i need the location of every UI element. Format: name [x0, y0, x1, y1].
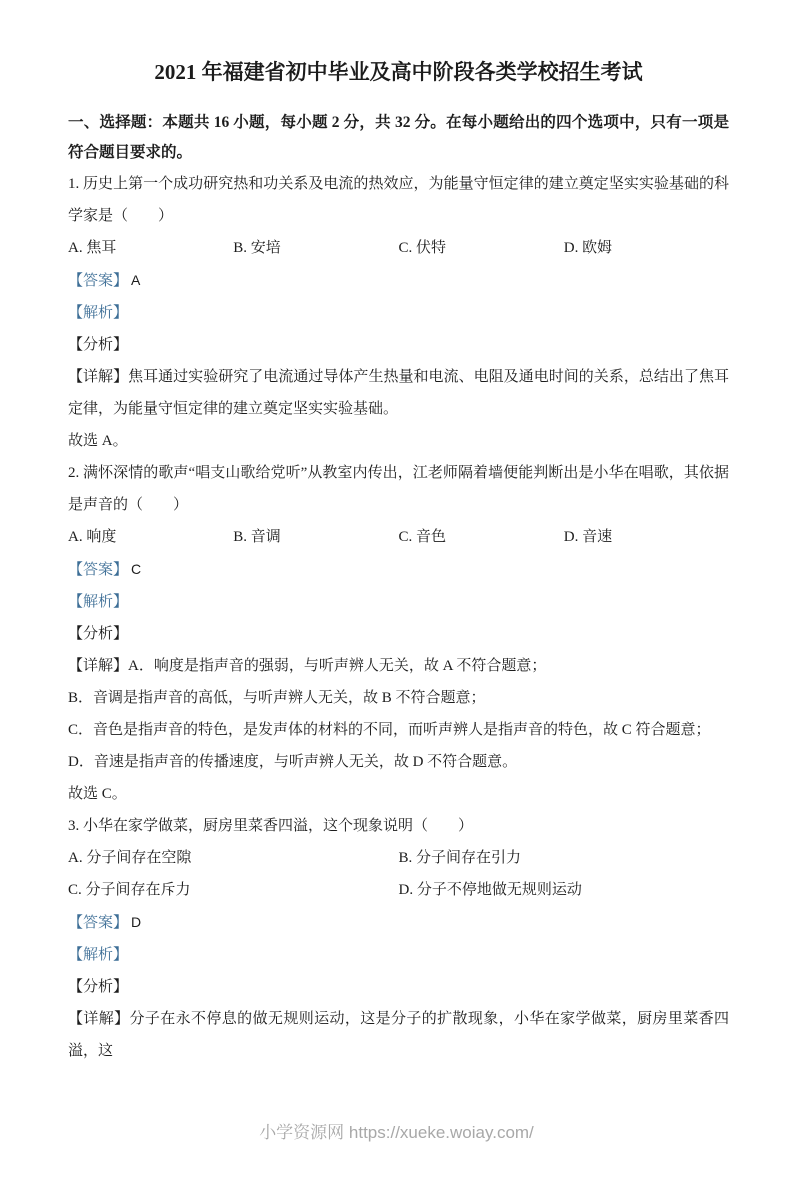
option-a: A. 焦耳 — [68, 240, 117, 256]
answer-label: 【答案】 — [68, 915, 129, 931]
answer-line — [68, 264, 729, 297]
question-stem: 1. 历史上第一个成功研究热和功关系及电流的热效应，为能量守恒定律的建立奠定坚实实验基础的科学家是（ ） — [68, 176, 729, 224]
section-instructions: 一、选择题：本题共 16 小题，每小题 2 分，共 32 分。在每小题给出的四个选项中，只有一项是符合题目要求的。 — [68, 114, 729, 161]
option-b: B. 分子间存在引力 — [398, 850, 522, 866]
detail-line: 【详解】焦耳通过实验研究了电流通过导体产生热量和电流、电阻及通电时间的关系，总结出了焦耳定律，为能量守恒定律的建立奠定坚实实验基础。 — [68, 369, 729, 417]
answer-value: A — [131, 272, 141, 288]
option-d: D. 音速 — [563, 529, 613, 545]
option-a: A. 分子间存在空隙 — [68, 850, 192, 866]
option-c: C. 音色 — [398, 529, 447, 545]
answer-line — [68, 553, 729, 586]
option-b: B. 音调 — [233, 529, 281, 545]
detail-line-a: 【详解】A．响度是指声音的强弱，与听声辨人无关，故 A 不符合题意； — [68, 658, 547, 674]
option-d: D. 分子不停地做无规则运动 — [398, 882, 582, 898]
fenxi-label: 【分析】 — [68, 337, 129, 353]
conclusion-line: 故选 C。 — [68, 786, 127, 802]
answer-label: 【答案】 — [68, 562, 129, 578]
question-stem: 2. 满怀深情的歌声“唱支山歌给党听”从教室内传出，江老师隔着墙便能判断出是小华在唱歌，其依据是声音的（ ） — [68, 465, 729, 513]
option-b: B. 安培 — [233, 240, 281, 256]
detail-line-c: C．音色是指声音的特色，是发声体的材料的不同，而听声辨人是指声音的特色，故 C 符合题意； — [68, 722, 711, 738]
options-row — [68, 232, 729, 264]
question-1 — [68, 168, 729, 457]
watermark-footer: 小学资源网 https://xueke.woiay.com/ — [259, 1123, 534, 1142]
jiexi-label: 【解析】 — [68, 594, 129, 610]
option-c: C. 伏特 — [398, 240, 447, 256]
question-3 — [68, 810, 729, 1067]
detail-line: 【详解】分子在永不停息的做无规则运动，这是分子的扩散现象，小华在家学做菜，厨房里菜香四溢，这 — [68, 1011, 729, 1059]
answer-label: 【答案】 — [68, 273, 129, 289]
option-c: C. 分子间存在斥力 — [68, 882, 191, 898]
exam-page — [0, 56, 793, 1067]
answer-line — [68, 906, 729, 939]
conclusion-line: 故选 A。 — [68, 433, 128, 449]
option-d: D. 欧姆 — [563, 240, 613, 256]
answer-value: D — [131, 914, 142, 930]
question-2 — [68, 457, 729, 810]
fenxi-label: 【分析】 — [68, 626, 129, 642]
options-row-1 — [68, 842, 729, 874]
jiexi-label: 【解析】 — [68, 305, 129, 321]
options-row-2 — [68, 874, 729, 906]
page-title: 2021 年福建省初中毕业及高中阶段各类学校招生考试 — [154, 60, 643, 84]
question-stem: 3. 小华在家学做菜，厨房里菜香四溢，这个现象说明（ ） — [68, 818, 474, 834]
detail-line-d: D．音速是指声音的传播速度，与听声辨人无关，故 D 不符合题意。 — [68, 754, 518, 770]
answer-value: C — [131, 561, 142, 577]
detail-line-b: B．音调是指声音的高低，与听声辨人无关，故 B 不符合题意； — [68, 690, 486, 706]
jiexi-label: 【解析】 — [68, 947, 129, 963]
options-row — [68, 521, 729, 553]
fenxi-label: 【分析】 — [68, 979, 129, 995]
option-a: A. 响度 — [68, 529, 117, 545]
